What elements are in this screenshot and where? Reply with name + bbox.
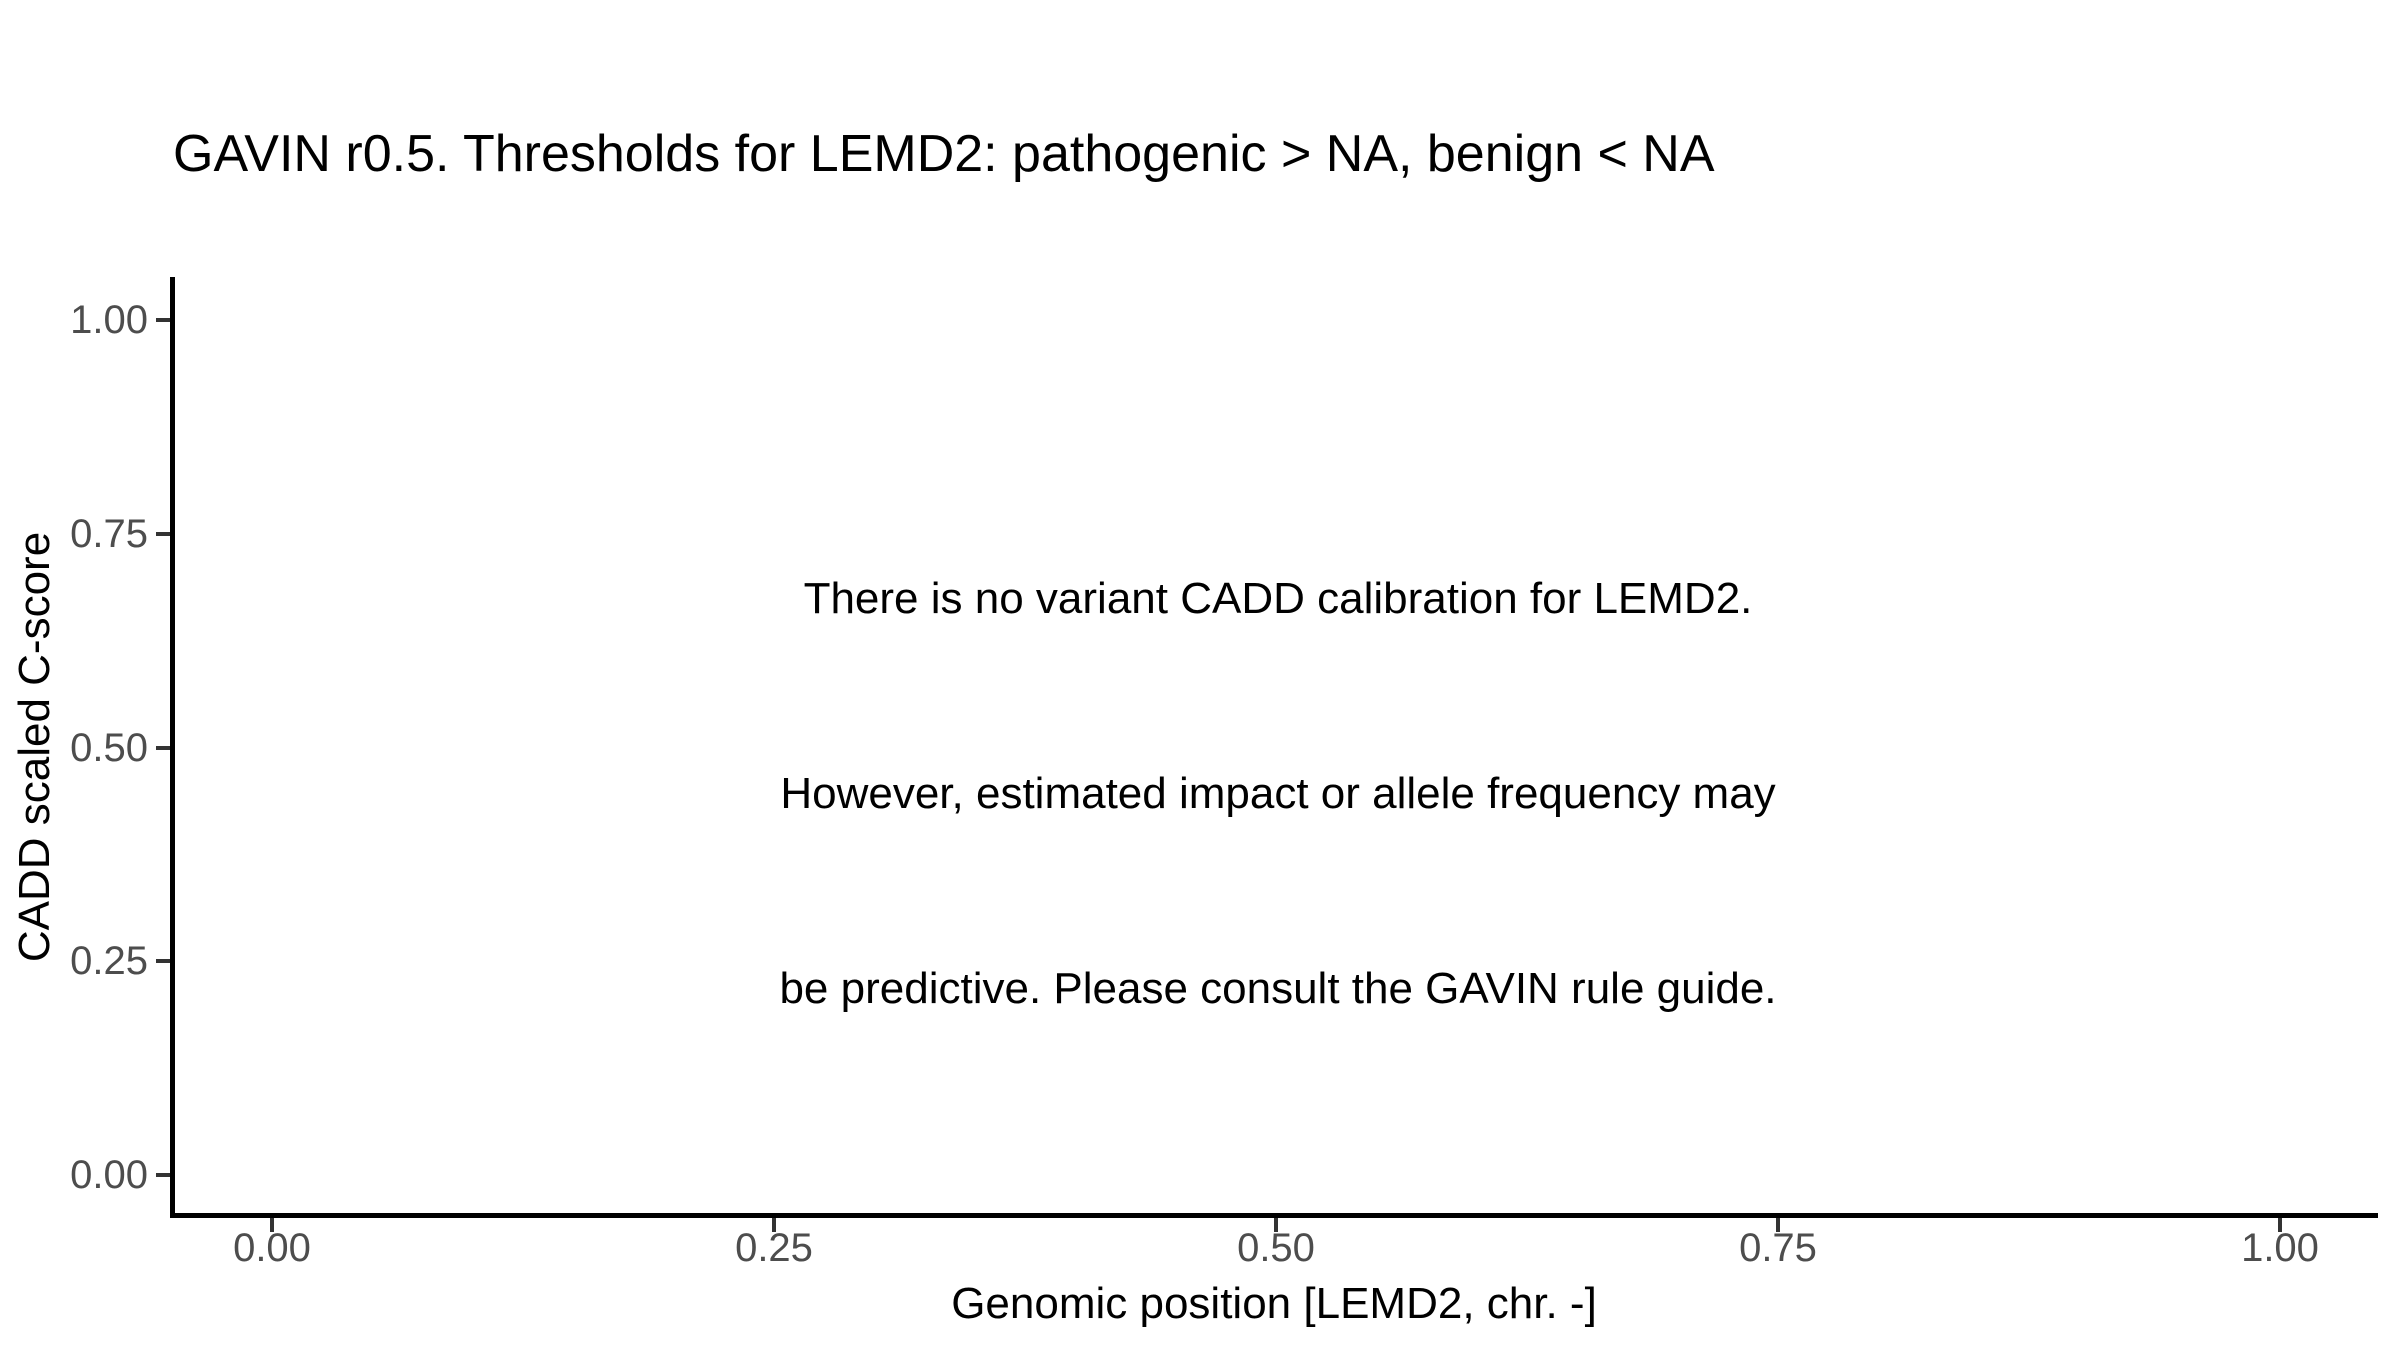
annotation-line-2: However, estimated impact or allele frequency may bbox=[780, 769, 1776, 818]
y-tick-label: 0.75 bbox=[70, 512, 148, 556]
x-tick-label: 0.50 bbox=[1237, 1226, 1315, 1270]
no-calibration-annotation bbox=[779, 436, 1776, 1151]
plot-title-line-1: GAVIN r0.5. Thresholds for LEMD2: pathogenic > NA, benign < NA bbox=[173, 125, 1715, 183]
y-tick-mark bbox=[156, 959, 170, 963]
x-tick-label: 0.75 bbox=[1739, 1226, 1817, 1270]
y-tick-label: 1.00 bbox=[70, 298, 148, 342]
x-tick-label: 0.25 bbox=[735, 1226, 813, 1270]
x-tick-label: 0.00 bbox=[233, 1226, 311, 1270]
y-tick-mark bbox=[156, 746, 170, 750]
y-tick-label: 0.50 bbox=[70, 726, 148, 770]
y-tick-label: 0.00 bbox=[70, 1153, 148, 1197]
y-axis-title: CADD scaled C-score bbox=[10, 531, 59, 963]
annotation-line-1: There is no variant CADD calibration for LEMD2. bbox=[803, 574, 1753, 623]
x-axis-title: Genomic position [LEMD2, chr. -] bbox=[951, 1279, 1597, 1328]
y-tick-mark bbox=[156, 1173, 170, 1177]
y-tick-label: 0.25 bbox=[70, 939, 148, 983]
x-tick-label: 1.00 bbox=[2241, 1226, 2319, 1270]
annotation-line-3: be predictive. Please consult the GAVIN rule guide. bbox=[779, 964, 1777, 1013]
y-tick-mark bbox=[156, 318, 170, 322]
y-tick-mark bbox=[156, 532, 170, 536]
